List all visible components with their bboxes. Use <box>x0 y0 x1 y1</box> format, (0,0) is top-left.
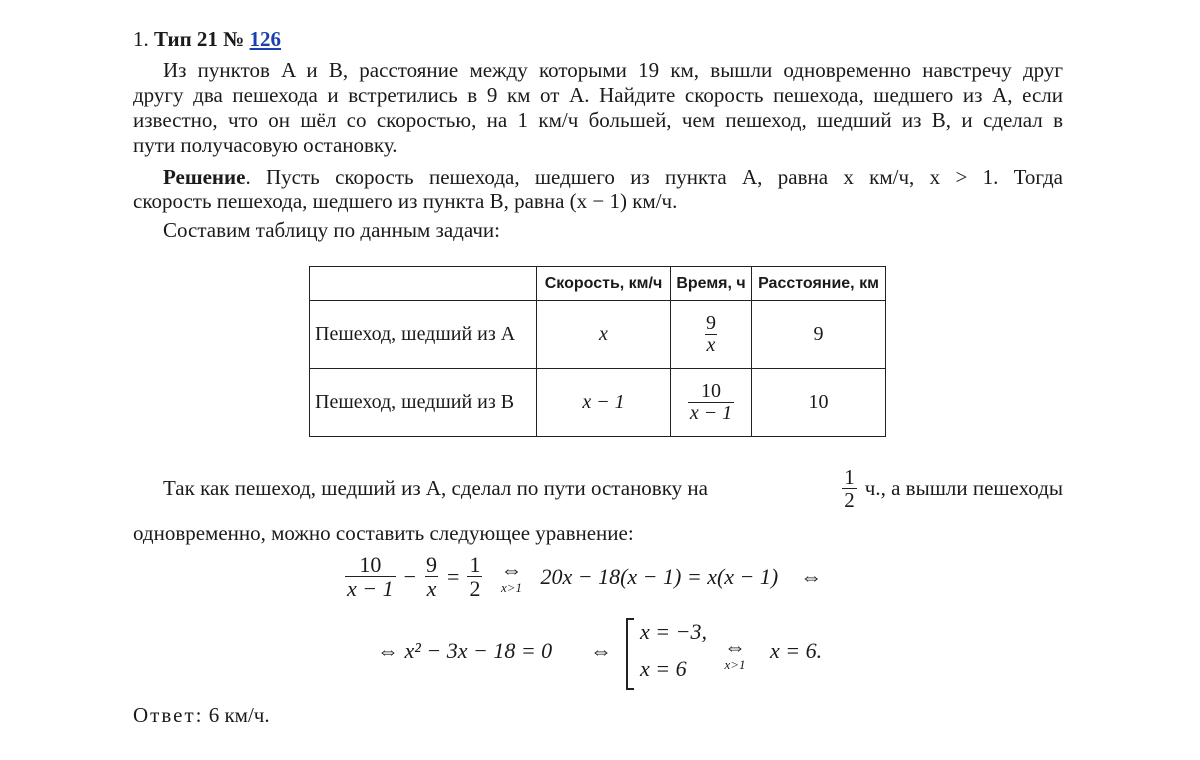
equation-1 <box>345 553 822 600</box>
root-2: x = 6 <box>640 656 687 681</box>
eq1-condition: x>1 <box>500 580 522 596</box>
eq1-frac2-den: x <box>426 576 437 602</box>
time-denominator: x <box>706 334 716 356</box>
problem-line-3: известно, что он шёл со скоростью, на 1 км/ч большей, чем пешеход, шедший из B, и сделал в <box>133 108 1063 132</box>
answer <box>133 703 270 728</box>
root-1: x = −3, <box>640 619 707 644</box>
eq1-frac1-num: 10 <box>359 552 382 577</box>
eq1-minus: − <box>403 563 417 589</box>
equation-2-arrow: ⇔ <box>590 638 612 663</box>
table-row <box>310 369 886 437</box>
table-row <box>310 301 886 369</box>
table-header-distance: Расстояние, км <box>752 267 886 301</box>
reasoning-text-b: ч., а вышли пешеходы <box>864 476 1063 501</box>
problem-line-1: Из пунктов A и B, расстояние между которыми 19 км, вышли одновременно навстречу друг <box>163 58 1063 82</box>
eq1-frac2-num: 9 <box>426 552 438 577</box>
task-type-label: Тип 21 № <box>154 27 245 51</box>
eq1-equivalence-arrow: ⇔ <box>500 557 523 583</box>
data-table <box>309 266 886 437</box>
solution-label: Решение <box>163 165 246 189</box>
table-header-row <box>310 267 886 301</box>
task-id-link[interactable]: 126 <box>249 27 282 51</box>
eq1-frac3-den: 2 <box>469 576 481 602</box>
table-header-speed: Скорость, км/ч <box>537 267 671 301</box>
eq2-condition: x>1 <box>724 657 746 672</box>
equation-2-lead: ⇔ x² − 3x − 18 = 0 <box>377 638 553 663</box>
equation-2-result: x = 6. <box>770 638 823 663</box>
task-number: 1. <box>133 27 149 51</box>
time-numerator: 10 <box>701 380 721 402</box>
solution-line-1-text: . Пусть скорость пешехода, шедшего из пункта A, равна x км/ч, x > 1. Тогда <box>245 165 1063 189</box>
table-cell-name: Пешеход, шедший из B <box>310 369 537 437</box>
solution-line-2: скорость пешехода, шедшего из пункта B, равна (x − 1) км/ч. <box>133 189 678 213</box>
reasoning-text-a: Так как пешеход, шедший из A, сделал по пути остановку на <box>163 476 708 501</box>
table-cell-distance: 10 <box>752 369 886 437</box>
root-set-bracket <box>626 618 634 690</box>
stop-numerator: 1 <box>844 465 855 489</box>
table-cell-distance: 9 <box>752 301 886 369</box>
task-header <box>133 27 281 52</box>
table-cell-speed: x − 1 <box>537 369 671 437</box>
eq1-frac3-num: 1 <box>469 552 481 577</box>
answer-label: Ответ: <box>133 703 204 727</box>
eq1-rhs: 20x − 18(x − 1) = x(x − 1) <box>540 563 779 589</box>
problem-line-2: другу два пешехода и встретились в 9 км от A. Найдите скорость пешехода, шедшего из A, если <box>133 83 1063 107</box>
table-cell-time <box>671 369 752 437</box>
time-numerator: 9 <box>706 312 716 334</box>
table-header-empty <box>310 267 537 301</box>
solution-line-1 <box>163 165 1063 190</box>
eq1-equivalence-arrow-2: ⇔ <box>800 563 823 589</box>
problem-line-4: пути получасовую остановку. <box>133 133 398 157</box>
table-cell-speed: x <box>537 301 671 369</box>
table-header-time: Время, ч <box>671 267 752 301</box>
time-denominator: x − 1 <box>689 402 733 424</box>
table-cell-name: Пешеход, шедший из A <box>310 301 537 369</box>
answer-value: 6 км/ч. <box>208 703 270 727</box>
table-intro: Составим таблицу по данным задачи: <box>163 218 500 242</box>
eq2-equivalence-arrow: ⇔ <box>724 634 746 659</box>
reasoning-line-1 <box>163 466 1063 511</box>
reasoning-line-2: одновременно, можно составить следующее уравнение: <box>133 521 634 545</box>
table-cell-time <box>671 301 752 369</box>
eq1-frac1-den: x − 1 <box>347 576 394 602</box>
eq1-equals: = <box>447 563 460 589</box>
equation-2-cond-arrow <box>724 636 746 671</box>
stop-denominator: 2 <box>844 488 855 513</box>
